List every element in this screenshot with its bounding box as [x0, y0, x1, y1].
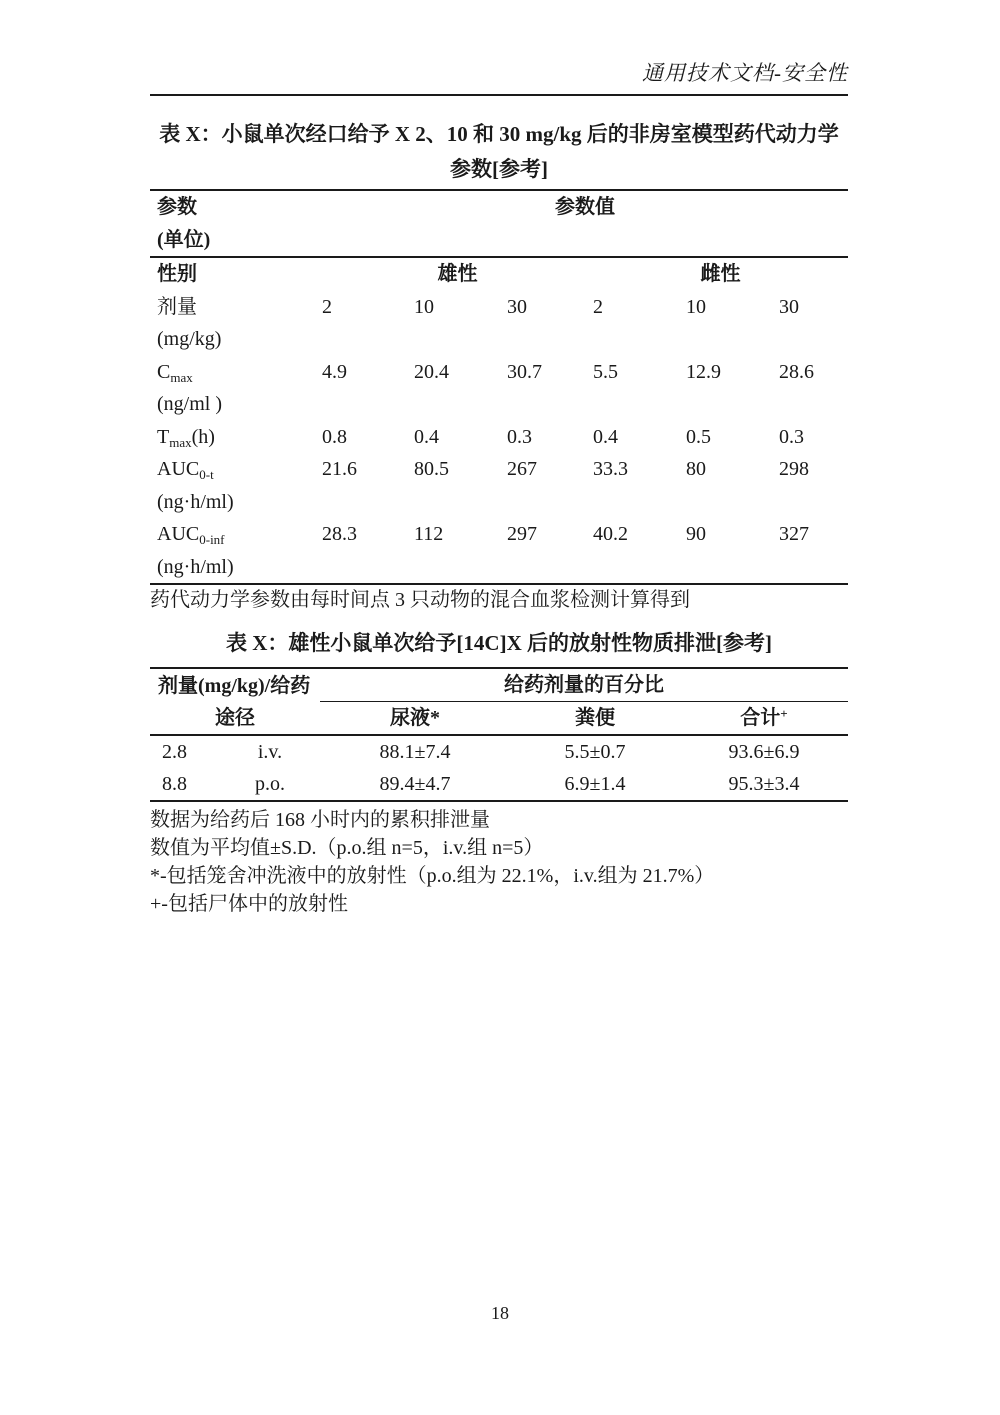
t1-row-tmax [150, 421, 848, 454]
t1-header-row-1 [150, 190, 848, 257]
t1-value-cell: 327 [779, 523, 809, 545]
t1-value-cell: 0.5 [686, 425, 711, 448]
page-number: 18 [491, 1303, 509, 1323]
t1-value-cell: 90 [686, 523, 706, 545]
t1-value-cell: 297 [507, 523, 537, 545]
table1-footnote: 药代动力学参数由每时间点 3 只动物的混合血浆检测计算得到 [150, 589, 690, 611]
t1-value-cell: 10 [686, 295, 706, 318]
t1-value-cell: 12.9 [686, 360, 721, 383]
t1-row-label: $AUC_{0-inf}$ (ng·h/ml) [150, 518, 322, 584]
t1-value-cell: 112 [414, 523, 444, 545]
t2-header-percent-group: 给药剂量的百分比 [320, 668, 848, 702]
t1-value-cell: 5.5 [593, 360, 618, 383]
t2-dose-cell: 8.8 [162, 773, 187, 795]
table2-footnote: 数据为给药后 168 小时内的累积排泄量 [150, 809, 490, 831]
t1-row-cmax [150, 356, 848, 421]
t2-header-total-sup: + [780, 706, 788, 721]
table1-title: 表 X：小鼠单次经口给予 X 2、10 和 30 mg/kg 后的非房室模型药代动力学参数[参考] [159, 122, 839, 181]
t1-row-unit: (ng·h/ml) [157, 555, 234, 578]
t1-value-cell: 4.9 [322, 360, 347, 383]
t1-value-cell: 30 [507, 295, 527, 318]
table2-footnote: 数值为平均值±S.D.（p.o.组 n=5，i.v.组 n=5） [150, 837, 544, 859]
t1-header-param [150, 190, 322, 257]
t1-value-cell: 20.4 [414, 360, 449, 383]
t1-value-cell: 0.4 [593, 425, 618, 448]
t2-header-feces: 粪便 [510, 702, 680, 736]
running-header [150, 0, 848, 96]
t1-value-cell: 0.8 [322, 425, 347, 448]
t1-value-cell: 28.3 [322, 523, 357, 545]
t2-header-total: 合计+ [680, 702, 848, 736]
t2-total-cell: 93.6±6.9 [728, 741, 800, 763]
header-rule [150, 94, 848, 96]
t2-route-cell: i.v. [257, 741, 283, 763]
t2-header-urine: 尿液* [320, 702, 510, 736]
t1-value-cell: 0.3 [779, 425, 804, 448]
t2-route-cell: p.o. [255, 773, 285, 795]
t1-value-cell: 298 [779, 458, 809, 480]
pk-parameters-table [150, 189, 848, 585]
t1-value-cell: 2 [322, 295, 332, 318]
t2-urine-cell: 89.4±4.7 [379, 773, 451, 795]
t1-row-label: 剂量 (mg/kg) [150, 291, 322, 356]
t1-header-param-line2: (单位) [157, 228, 211, 251]
t1-value-cell: 33.3 [593, 458, 628, 480]
table2-footnotes [150, 806, 848, 918]
table2-footnote: *-包括笼舍冲洗液中的放射性（p.o.组为 22.1%，i.v.组为 21.7%） [150, 865, 715, 887]
t1-row-label: $C_{max}$ (ng/ml ) [150, 356, 322, 421]
t2-urine-cell: 88.1±7.4 [379, 741, 451, 763]
t2-data-row-iv [150, 735, 848, 768]
t1-value-cell: 0.4 [414, 425, 439, 448]
t1-header-value: 参数值 [322, 190, 848, 257]
t2-header-dose-route-line1: 剂量(mg/kg)/给药 [158, 674, 311, 697]
running-header-text: 通用技术文档-安全性 [642, 61, 848, 85]
t2-dose-cell: 2.8 [162, 741, 187, 763]
t1-value-cell: 0.3 [507, 425, 532, 448]
excretion-table [150, 667, 848, 802]
t1-value-cell: 30 [779, 295, 799, 318]
t2-feces-cell: 5.5±0.7 [564, 741, 626, 763]
t1-sex-row [150, 257, 848, 291]
t1-value-cell: 2 [593, 295, 603, 318]
t1-value-cell: 30.7 [507, 360, 542, 383]
table2-title: 表 X：雄性小鼠单次给予[14C]X 后的放射性物质排泄[参考] [226, 631, 772, 655]
t1-row-unit: (ng/ml ) [157, 393, 222, 415]
t2-data-row-po [150, 768, 848, 801]
t2-total-cell: 95.3±3.4 [728, 773, 800, 795]
t1-value-cell: 80 [686, 458, 706, 480]
t2-header-dose-route-line2: 途径 [215, 706, 255, 729]
t1-value-cell: 10 [414, 295, 434, 318]
page-content [150, 0, 848, 918]
t1-header-param-line1: 参数 [157, 196, 197, 218]
t1-value-cell: 267 [507, 458, 537, 480]
t1-value-cell: 21.6 [322, 458, 357, 480]
table2-footnote: +-包括尸体中的放射性 [150, 893, 348, 915]
t1-header-male: 雄性 [437, 263, 478, 285]
t1-row-label: $T_{max}(h)$ [157, 425, 215, 450]
t1-value-cell: 40.2 [593, 523, 628, 545]
t1-row-label: $AUC_{0-t}$ (ng·h/ml) [150, 453, 322, 518]
t1-row-auc0inf [150, 518, 848, 584]
t1-header-sex: 性别 [157, 263, 197, 285]
t1-row-unit: (mg/kg) [157, 328, 222, 350]
t1-value-cell: 28.6 [779, 360, 814, 383]
t1-row-unit: (ng·h/ml) [157, 490, 234, 513]
t1-row-auc0t [150, 453, 848, 518]
t2-header-dose-route [150, 668, 320, 735]
t1-value-cell: 80.5 [414, 458, 449, 480]
t2-header-row-1 [150, 668, 848, 702]
t1-row-dose [150, 291, 848, 356]
t1-header-female: 雌性 [700, 263, 741, 285]
t2-feces-cell: 6.9±1.4 [564, 773, 626, 795]
